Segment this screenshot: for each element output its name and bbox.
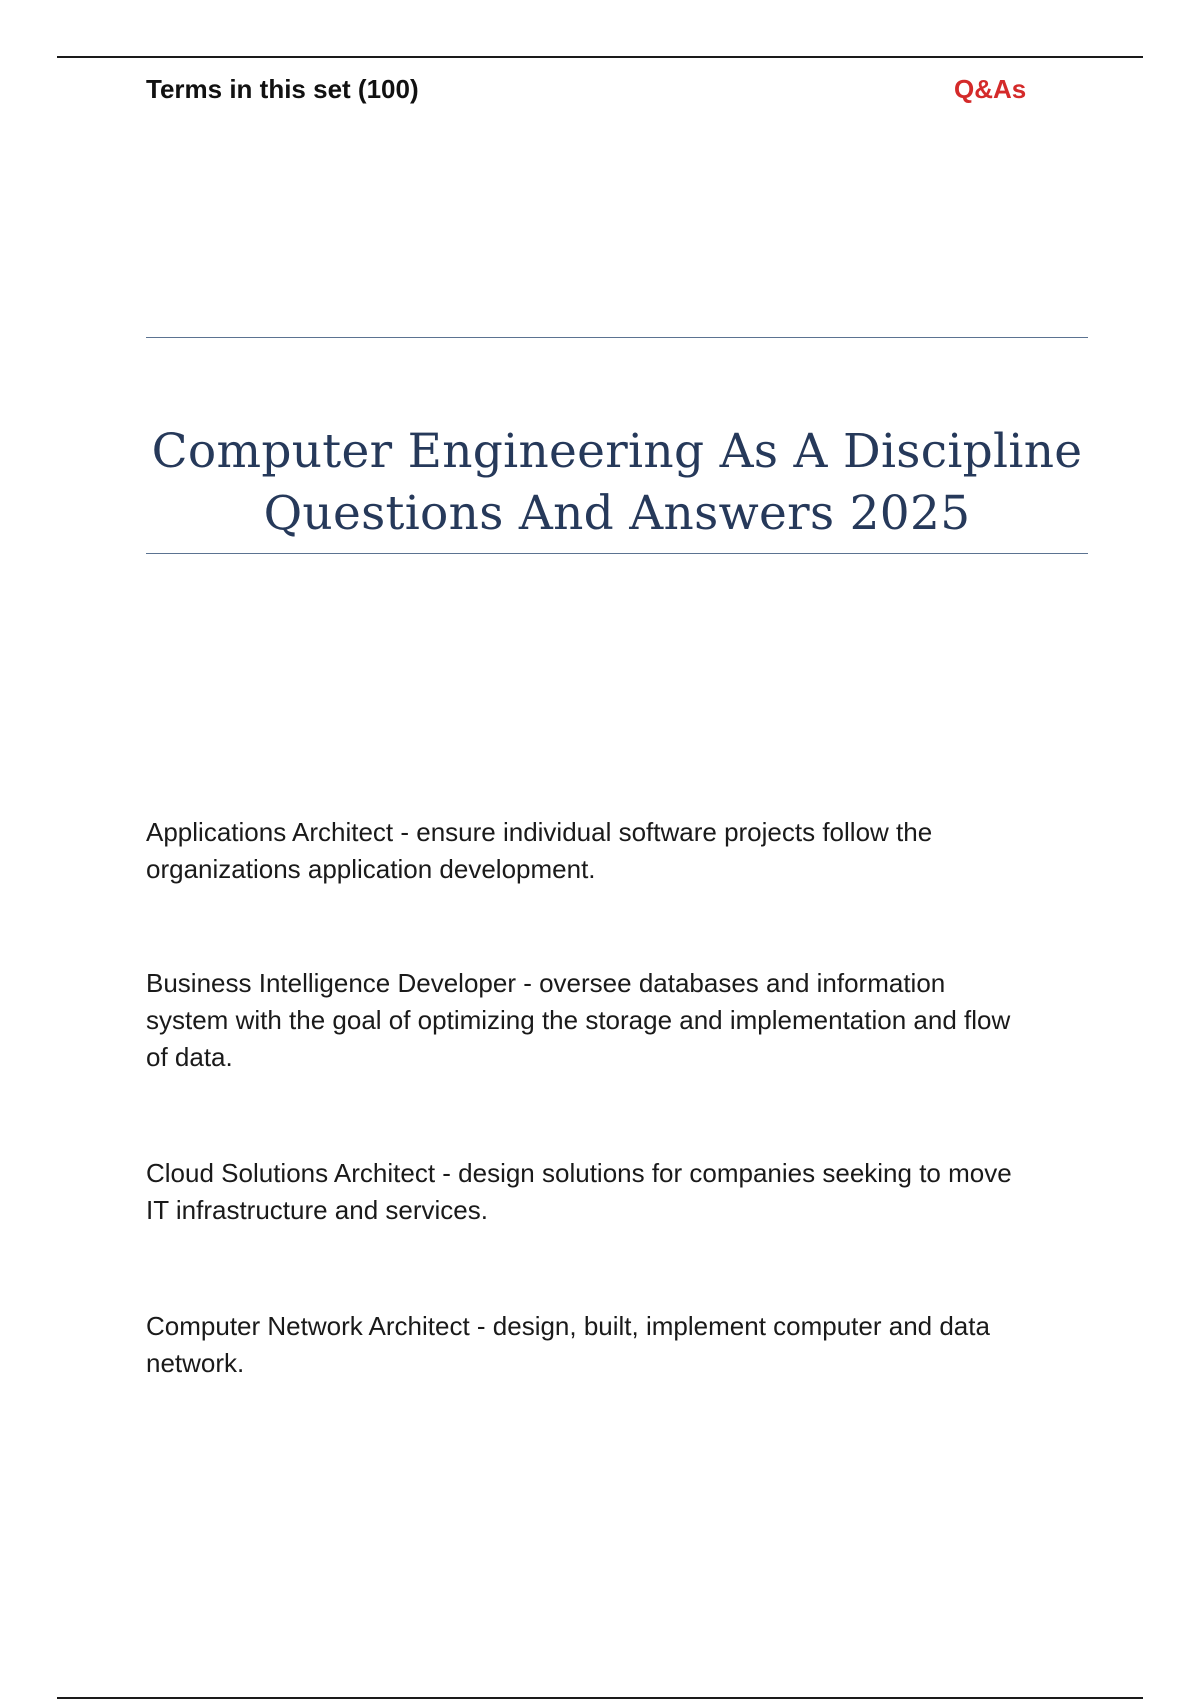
title-divider-top <box>146 337 1088 338</box>
document-title <box>146 421 1088 545</box>
title-divider-bottom <box>146 553 1088 554</box>
qa-entry-line: Applications Architect - ensure individual software projects follow the <box>146 817 933 847</box>
document-title-line-2: Questions And Answers 2025 <box>263 486 971 541</box>
qa-entry-line: Computer Network Architect - design, built, implement computer and data <box>146 1311 990 1341</box>
terms-count-label: Terms in this set (100) <box>146 74 419 104</box>
qa-entry-line: network. <box>146 1348 245 1378</box>
qa-entry-line: Business Intelligence Developer - oversee databases and information <box>146 968 946 998</box>
top-divider <box>57 56 1143 58</box>
qa-entry-line: IT infrastructure and services. <box>146 1195 488 1225</box>
qa-entry <box>146 814 1096 888</box>
bottom-divider <box>57 1697 1143 1699</box>
qa-label: Q&As <box>954 74 1027 104</box>
qa-entry <box>146 1155 1096 1229</box>
qa-entry-line: Cloud Solutions Architect - design solutions for companies seeking to move <box>146 1158 1012 1188</box>
document-title-line-1: Computer Engineering As A Discipline <box>151 424 1083 479</box>
qa-entry-line: organizations application development. <box>146 854 596 884</box>
qa-entry-line: system with the goal of optimizing the storage and implementation and flow <box>146 1005 1011 1035</box>
qa-entry <box>146 965 1096 1076</box>
qa-entry <box>146 1308 1096 1382</box>
qa-entry-line: of data. <box>146 1042 233 1072</box>
